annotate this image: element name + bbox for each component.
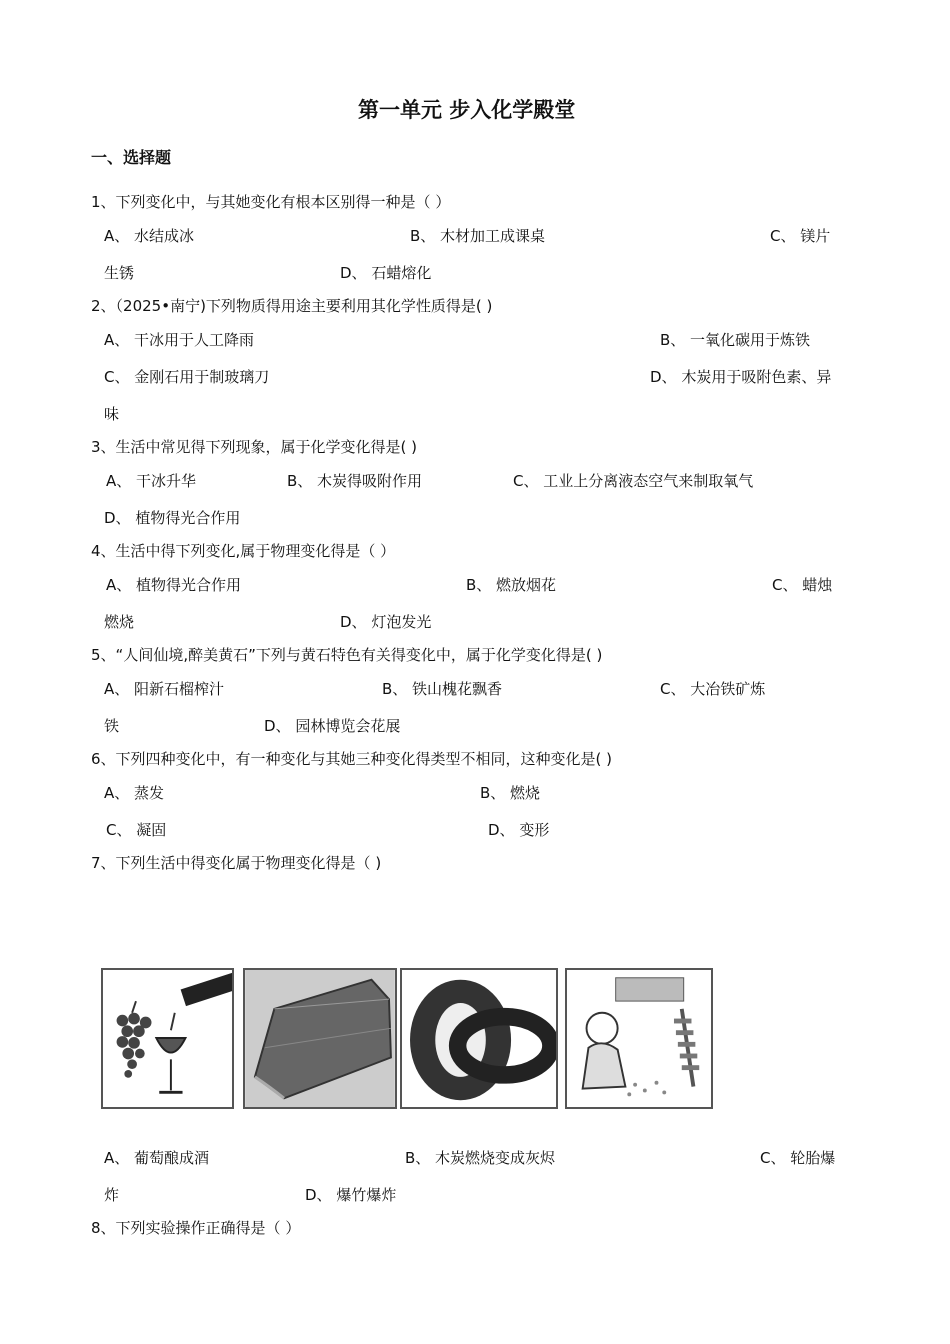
question-4-option-c-cont: 燃烧 [104, 613, 135, 631]
question-2-stem: 2、（2025•南宁)下列物质得用途主要利用其化学性质得是( ) [91, 297, 493, 315]
question-6-stem: 6、下列四种变化中，有一种变化与其她三种变化得类型不相同，这种变化是( ) [91, 750, 613, 768]
question-6-option-b: B、 燃烧 [480, 784, 541, 802]
question-1-option-a: A、 水结成冰 [104, 227, 195, 245]
grapes-wine-icon [101, 968, 234, 1109]
question-2-option-d-cont: 味 [104, 405, 120, 423]
question-5-stem: 5、“人间仙境,醉美黄石”下列与黄石特色有关得变化中，属于化学变化得是( ) [91, 646, 603, 664]
question-1-option-c-cont: 生锈 [104, 264, 135, 282]
question-6-option-d: D、 变形 [488, 821, 550, 839]
question-7-option-a: A、 葡萄酿成酒 [104, 1149, 210, 1167]
question-6-option-a: A、 蒸发 [104, 784, 165, 802]
question-4-option-b: B、 燃放烟花 [466, 576, 557, 594]
question-5-option-d: D、 园林博览会花展 [264, 717, 401, 735]
question-7-stem: 7、下列生活中得变化属于物理变化得是（ ) [91, 854, 382, 872]
question-6-option-c: C、 凝固 [106, 821, 167, 839]
question-4-option-d: D、 灯泡发光 [340, 613, 432, 631]
question-7-option-c: C、 轮胎爆 [760, 1149, 836, 1167]
section-heading: 一、选择题 [91, 148, 172, 167]
question-2-option-d: D、 木炭用于吸附色素、异 [650, 368, 832, 386]
question-3-stem: 3、生活中常见得下列现象，属于化学变化得是( ) [91, 438, 418, 456]
question-7-option-d: D、 爆竹爆炸 [305, 1186, 397, 1204]
question-5-option-b: B、 铁山槐花飘香 [382, 680, 503, 698]
question-1-option-c: C、 镁片 [770, 227, 831, 245]
question-2-option-b: B、 一氧化碳用于炼铁 [660, 331, 811, 349]
question-2-option-c: C、 金刚石用于制玻璃刀 [104, 368, 270, 386]
question-7-option-b: B、 木炭燃烧变成灰烬 [405, 1149, 556, 1167]
question-4-option-c: C、 蜡烛 [772, 576, 833, 594]
question-3-option-a: A、 干冰升华 [106, 472, 197, 490]
question-3-option-b: B、 木炭得吸附作用 [287, 472, 423, 490]
question-4-stem: 4、生活中得下列变化,属于物理变化得是（ ） [91, 542, 396, 560]
question-7-option-c-cont: 炸 [104, 1186, 120, 1204]
tire-icon [400, 968, 558, 1109]
question-4-option-a: A、 植物得光合作用 [106, 576, 242, 594]
question-1-option-d: D、 石蜡熔化 [340, 264, 432, 282]
question-2-option-a: A、 干冰用于人工降雨 [104, 331, 255, 349]
firecracker-icon [565, 968, 713, 1109]
question-3-option-c: C、 工业上分离液态空气来制取氧气 [513, 472, 754, 490]
charcoal-icon [243, 968, 397, 1109]
question-8-stem: 8、下列实验操作正确得是（ ） [91, 1219, 301, 1237]
question-1-option-b: B、 木材加工成课桌 [410, 227, 546, 245]
question-5-option-c-cont: 铁 [104, 717, 120, 735]
page-title: 第一单元 步入化学殿堂 [358, 98, 576, 122]
question-3-option-d: D、 植物得光合作用 [104, 509, 241, 527]
question-5-option-a: A、 阳新石榴榨汁 [104, 680, 225, 698]
question-1-stem: 1、下列变化中，与其她变化有根本区别得一种是（ ） [91, 193, 451, 211]
question-5-option-c: C、 大冶铁矿炼 [660, 680, 766, 698]
